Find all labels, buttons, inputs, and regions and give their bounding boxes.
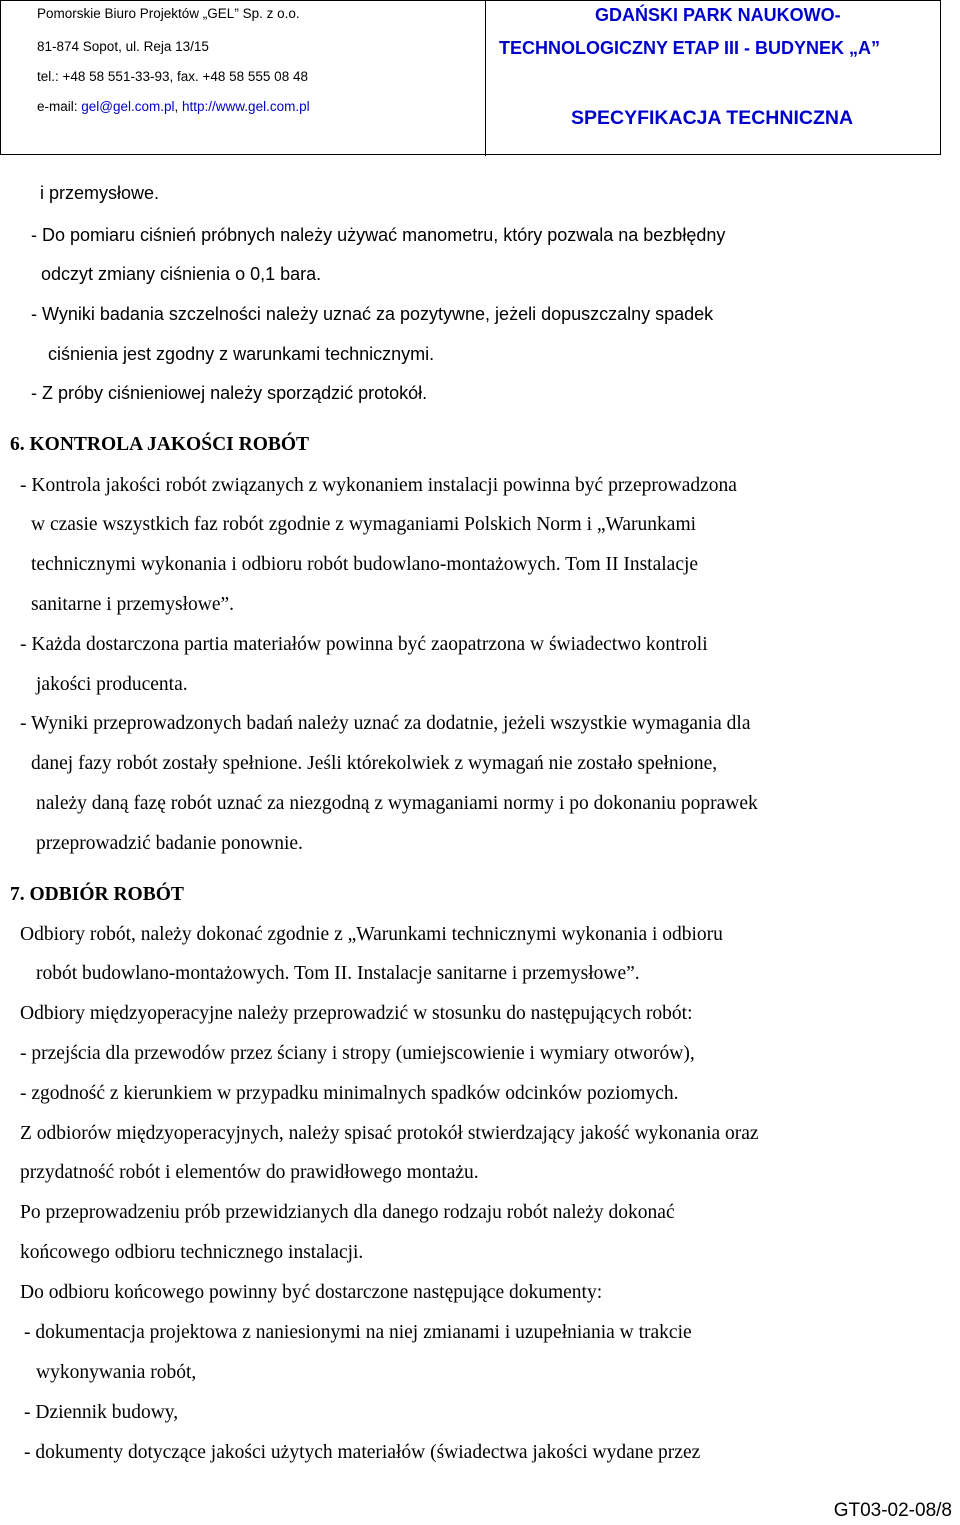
page-code: GT03-02-08/8 [833,1500,952,1521]
body-line: - Kontrola jakości robót związanych z wykonaniem instalacji powinna być przeprowadzona [20,475,737,496]
body-line: - Wyniki przeprowadzonych badań należy uznać za dodatnie, jeżeli wszystkie wymagania dla [20,713,751,734]
project-title-line2: TECHNOLOGICZNY ETAP III - BUDYNEK „A” [499,38,881,58]
body-line: - Każda dostarczona partia materiałów powinna być zaopatrzona w świadectwo kontroli [20,634,708,655]
body-line: Odbiory międzyoperacyjne należy przeprowadzić w stosunku do następujących robót: [20,1003,693,1024]
body-line: należy daną fazę robót uznać za niezgodną z wymaganiami normy i po dokonaniu poprawek [36,793,758,814]
body-line: - przejścia dla przewodów przez ściany i stropy (umiejscowienie i wymiary otworów), [20,1043,695,1064]
body-line: odczyt zmiany ciśnienia o 0,1 bara. [41,264,322,284]
email-label: e-mail: [37,99,82,114]
contact-separator: , [174,99,183,114]
body-line: robót budowlano-montażowych. Tom II. Instalacje sanitarne i przemysłowe”. [36,963,640,984]
body-line: przydatność robót i elementów do prawidłowego montażu. [20,1162,479,1183]
body-line: sanitarne i przemysłowe”. [31,594,235,615]
project-title-line1: GDAŃSKI PARK NAUKOWO- [595,5,841,25]
company-name: Pomorskie Biuro Projektów „GEL” Sp. z o.o. [37,6,300,21]
body-line: - dokumenty dotyczące jakości użytych materiałów (świadectwa jakości wydane przez [24,1442,701,1463]
company-phone: tel.: +48 58 551-33-93, fax. +48 58 555 08 48 [37,69,308,84]
document-header [0,0,941,155]
company-contact [37,99,310,114]
body-line: technicznymi wykonania i odbioru robót budowlano-montażowych. Tom II Instalacje [31,554,699,575]
body-line: końcowego odbioru technicznego instalacji. [20,1242,364,1263]
email-link[interactable]: gel@gel.com.pl [81,99,175,114]
section-heading-quality-control: 6. KONTROLA JAKOŚCI ROBÓT [10,434,310,455]
body-line: Z odbiorów międzyoperacyjnych, należy spisać protokół stwierdzający jakość wykonania oraz [20,1123,759,1144]
body-line: - Z próby ciśnieniowej należy sporządzić protokół. [31,383,428,403]
body-line: ciśnienia jest zgodny z warunkami technicznymi. [48,344,435,364]
body-line: wykonywania robót, [36,1362,197,1383]
body-line: Po przeprowadzeniu prób przewidzianych dla danego rodzaju robót należy dokonać [20,1202,675,1223]
body-line: Odbiory robót, należy dokonać zgodnie z „Warunkami technicznymi wykonania i odbioru [20,924,723,945]
body-line: jakości producenta. [36,674,188,695]
body-line: danej fazy robót zostały spełnione. Jeśli którekolwiek z wymagań nie zostało spełnione, [31,753,718,774]
company-address: 81-874 Sopot, ul. Reja 13/15 [37,39,209,54]
body-line: w czasie wszystkich faz robót zgodnie z wymaganiami Polskich Norm i „Warunkami [31,514,697,535]
body-line: - zgodność z kierunkiem w przypadku minimalnych spadków odcinków poziomych. [20,1083,679,1104]
body-line: - Dziennik budowy, [24,1402,179,1423]
body-line: - dokumentacja projektowa z naniesionymi na niej zmianami i uzupełniania w trakcie [24,1322,692,1343]
header-divider [485,1,486,156]
body-line: Do odbioru końcowego powinny być dostarczone następujące dokumenty: [20,1282,603,1303]
body-line: i przemysłowe. [40,183,160,203]
body-line: - Wyniki badania szczelności należy uznać za pozytywne, jeżeli dopuszczalny spadek [31,304,714,324]
website-link[interactable]: http://www.gel.com.pl [182,99,310,114]
section-heading-acceptance: 7. ODBIÓR ROBÓT [10,884,184,905]
body-line: przeprowadzić badanie ponownie. [36,833,303,854]
document-type: SPECYFIKACJA TECHNICZNA [571,107,854,129]
body-line: - Do pomiaru ciśnień próbnych należy używać manometru, który pozwala na bezbłędny [31,225,726,245]
